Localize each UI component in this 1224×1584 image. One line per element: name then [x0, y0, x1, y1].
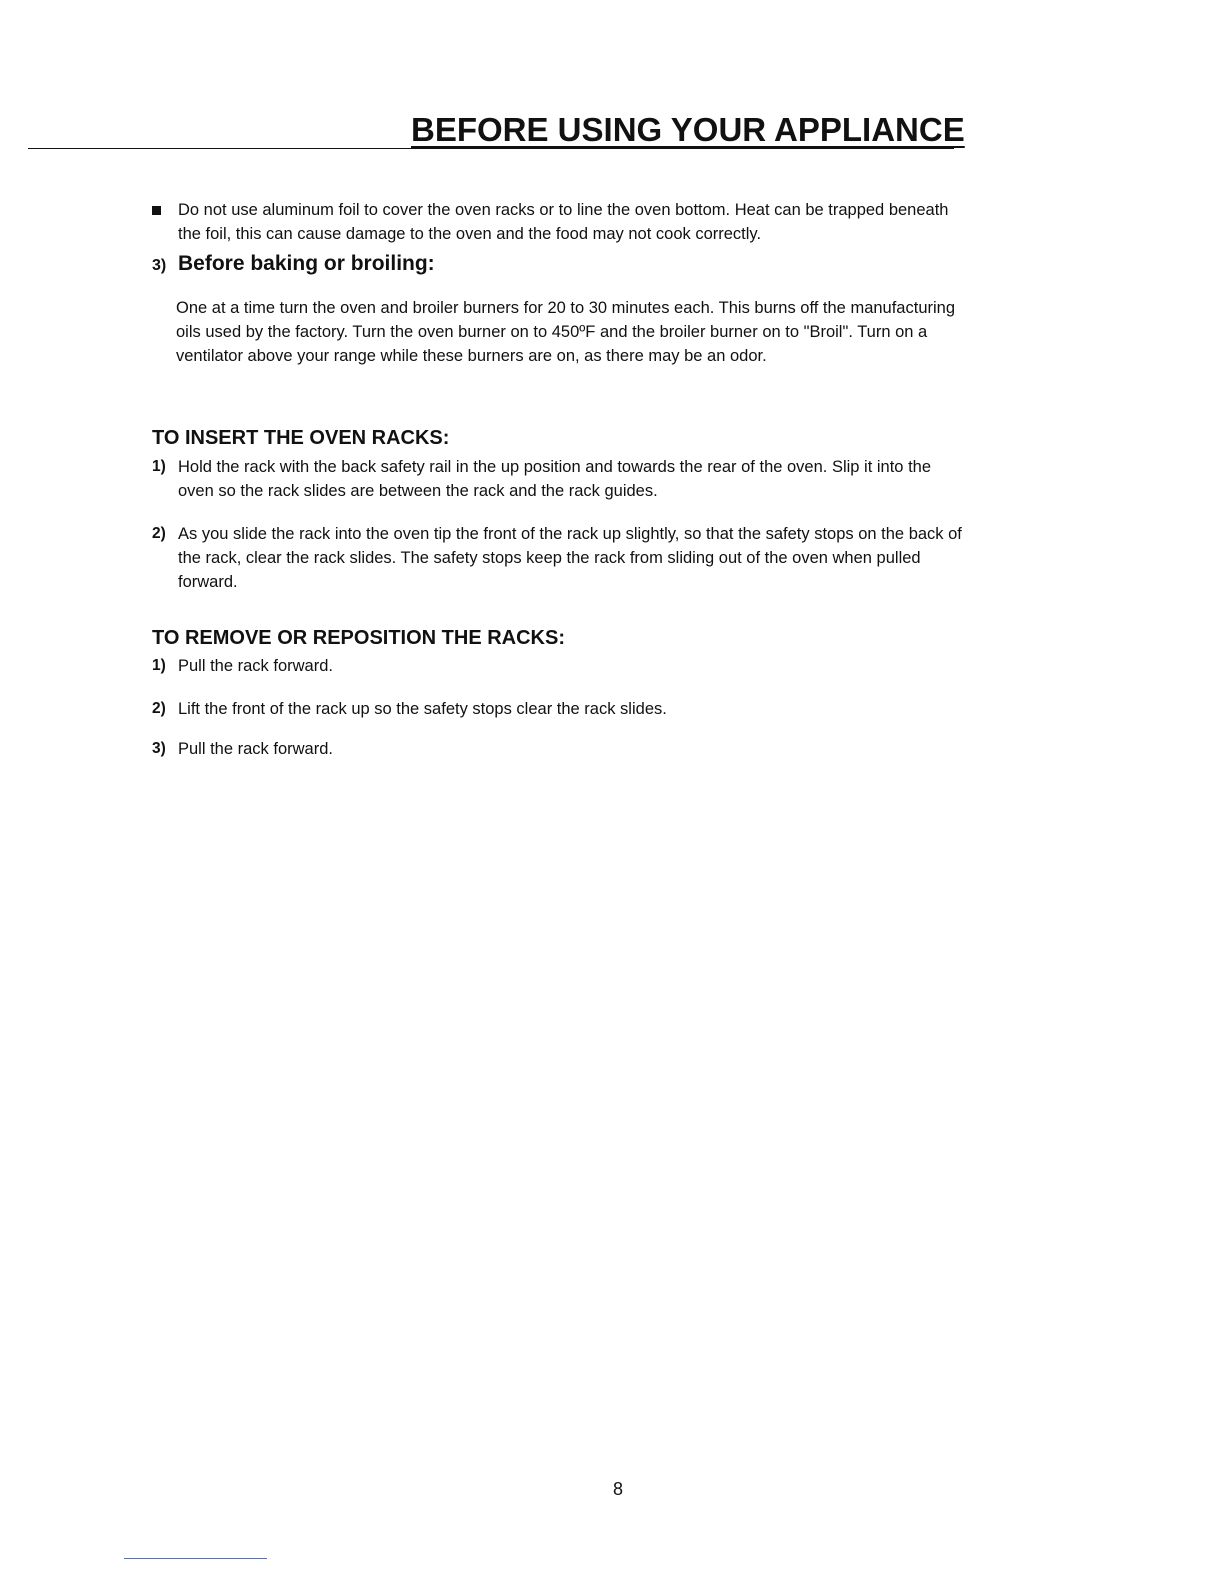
title-divider	[28, 148, 954, 149]
remove-step-2	[152, 697, 967, 721]
insert-step-2	[152, 522, 967, 594]
before-baking-text: One at a time turn the oven and broiler burners for 20 to 30 minutes each. This burns off the manufacturing oils used by the factory. Turn the oven burner on to 450ºF and the broiler burner on to "Broil". Turn on a ventilator above your range while these burners are on, as there may be an odor.	[176, 299, 956, 365]
step-text: As you slide the rack into the oven tip the front of the rack up slightly, so that the safety stops on the back of the rack, clear the rack slides. The safety stops keep the rack from sliding out of the oven when pulled forward.	[178, 525, 962, 591]
insert-step-1	[152, 455, 967, 503]
page-number: 8	[612, 1479, 623, 1499]
insert-racks-heading: TO INSERT THE OVEN RACKS:	[152, 427, 450, 449]
foil-warning-text: Do not use aluminum foil to cover the oven racks or to line the oven bottom. Heat can be trapped beneath the foil, this can cause damage to the oven and the food may not cook correctly.	[178, 201, 949, 243]
step-text: Pull the rack forward.	[178, 740, 333, 758]
step-number: 3)	[152, 740, 166, 757]
step-number: 2)	[152, 700, 166, 717]
before-baking-number: 3)	[152, 257, 167, 274]
step-text: Lift the front of the rack up so the safety stops clear the rack slides.	[178, 700, 667, 718]
remove-racks-heading: TO REMOVE OR REPOSITION THE RACKS:	[152, 627, 565, 649]
before-baking-heading: Before baking or broiling:	[178, 252, 435, 275]
step-text: Pull the rack forward.	[178, 657, 333, 675]
foil-warning-item	[152, 198, 962, 246]
square-bullet-icon	[152, 206, 161, 215]
remove-step-1	[152, 654, 967, 678]
step-number: 1)	[152, 458, 166, 475]
step-text: Hold the rack with the back safety rail in the up position and towards the rear of the oven. Slip it into the oven so the rack slides are between the rack and the rack guides.	[178, 458, 932, 500]
footer-divider	[124, 1558, 267, 1559]
remove-step-3	[152, 737, 967, 761]
step-number: 1)	[152, 657, 166, 674]
step-number: 2)	[152, 525, 166, 542]
page-title: BEFORE USING YOUR APPLIANCE	[411, 111, 965, 148]
